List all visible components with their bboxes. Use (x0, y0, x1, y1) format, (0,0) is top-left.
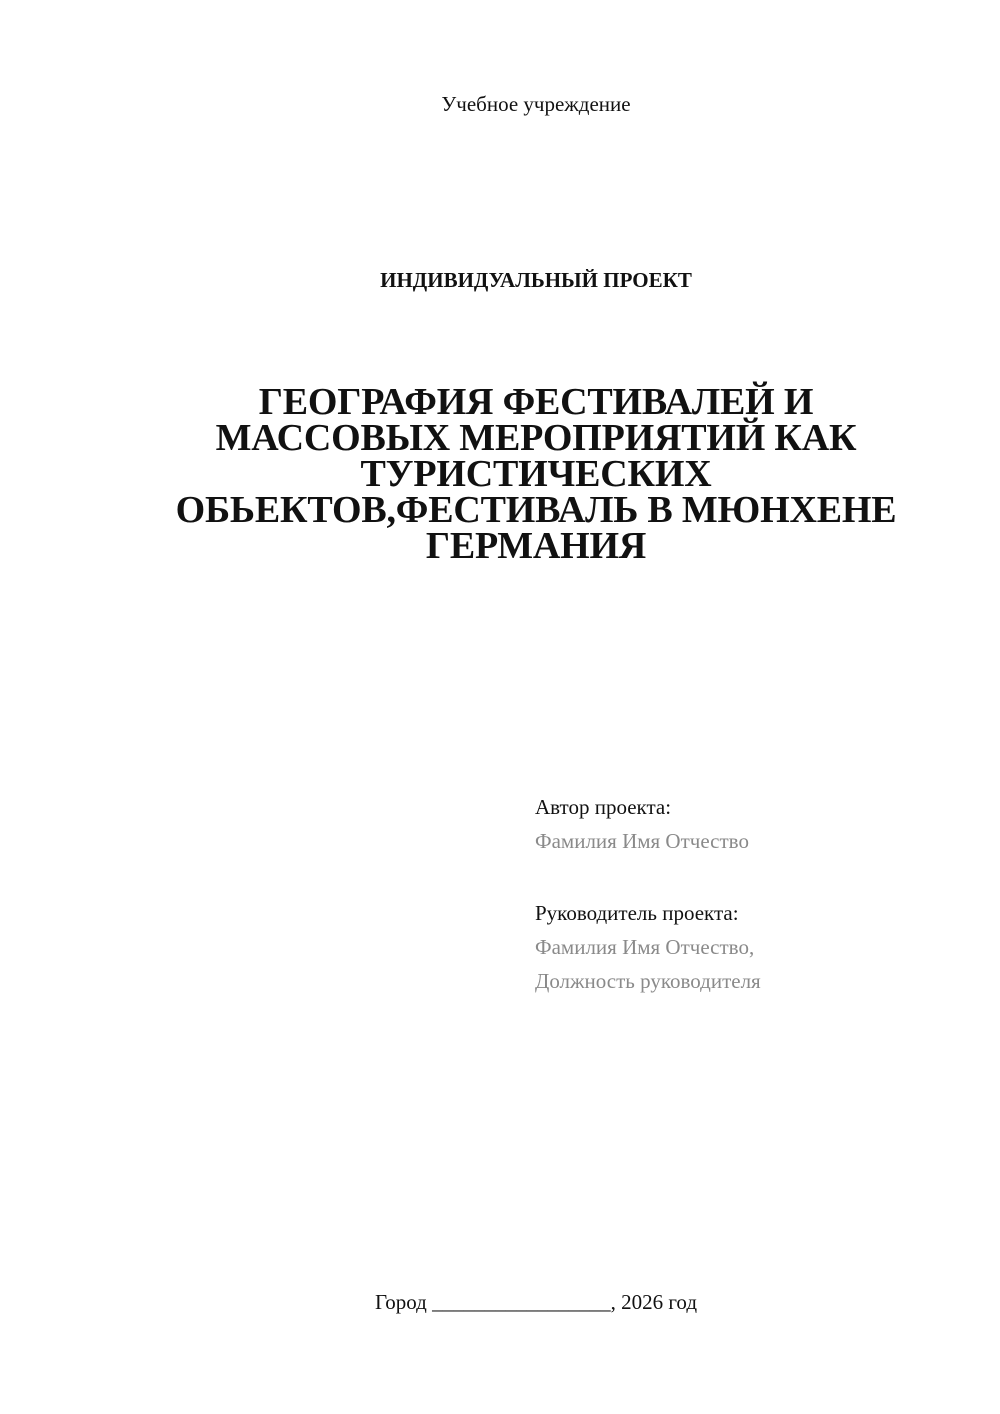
authors-block (535, 790, 975, 998)
title-line: ОБЬЕКТОВ,ФЕСТИВАЛЬ В МЮНХЕНЕ (175, 489, 897, 531)
author-name-placeholder: Фамилия Имя Отчество (535, 829, 749, 853)
supervisor-label: Руководитель проекта: (535, 901, 739, 925)
author-label: Автор проекта: (535, 795, 672, 819)
title-line: ГЕОГРАФИЯ ФЕСТИВАЛЕЙ И (258, 381, 814, 423)
institution-name: Учебное учреждение (441, 92, 631, 116)
title-line: ГЕРМАНИЯ (425, 525, 647, 567)
title-line: ТУРИСТИЧЕСКИХ (360, 453, 712, 495)
supervisor-name-placeholder: Фамилия Имя Отчество, (535, 935, 755, 959)
supervisor-position-placeholder: Должность руководителя (535, 969, 761, 993)
spacer (535, 858, 975, 896)
project-title (150, 381, 922, 567)
title-line: МАССОВЫХ МЕРОПРИЯТИЙ КАК (215, 417, 857, 459)
project-type-heading: ИНДИВИДУАЛЬНЫЙ ПРОЕКТ (380, 268, 692, 292)
city-year-footer: Город _________________, 2026 год (374, 1290, 698, 1314)
